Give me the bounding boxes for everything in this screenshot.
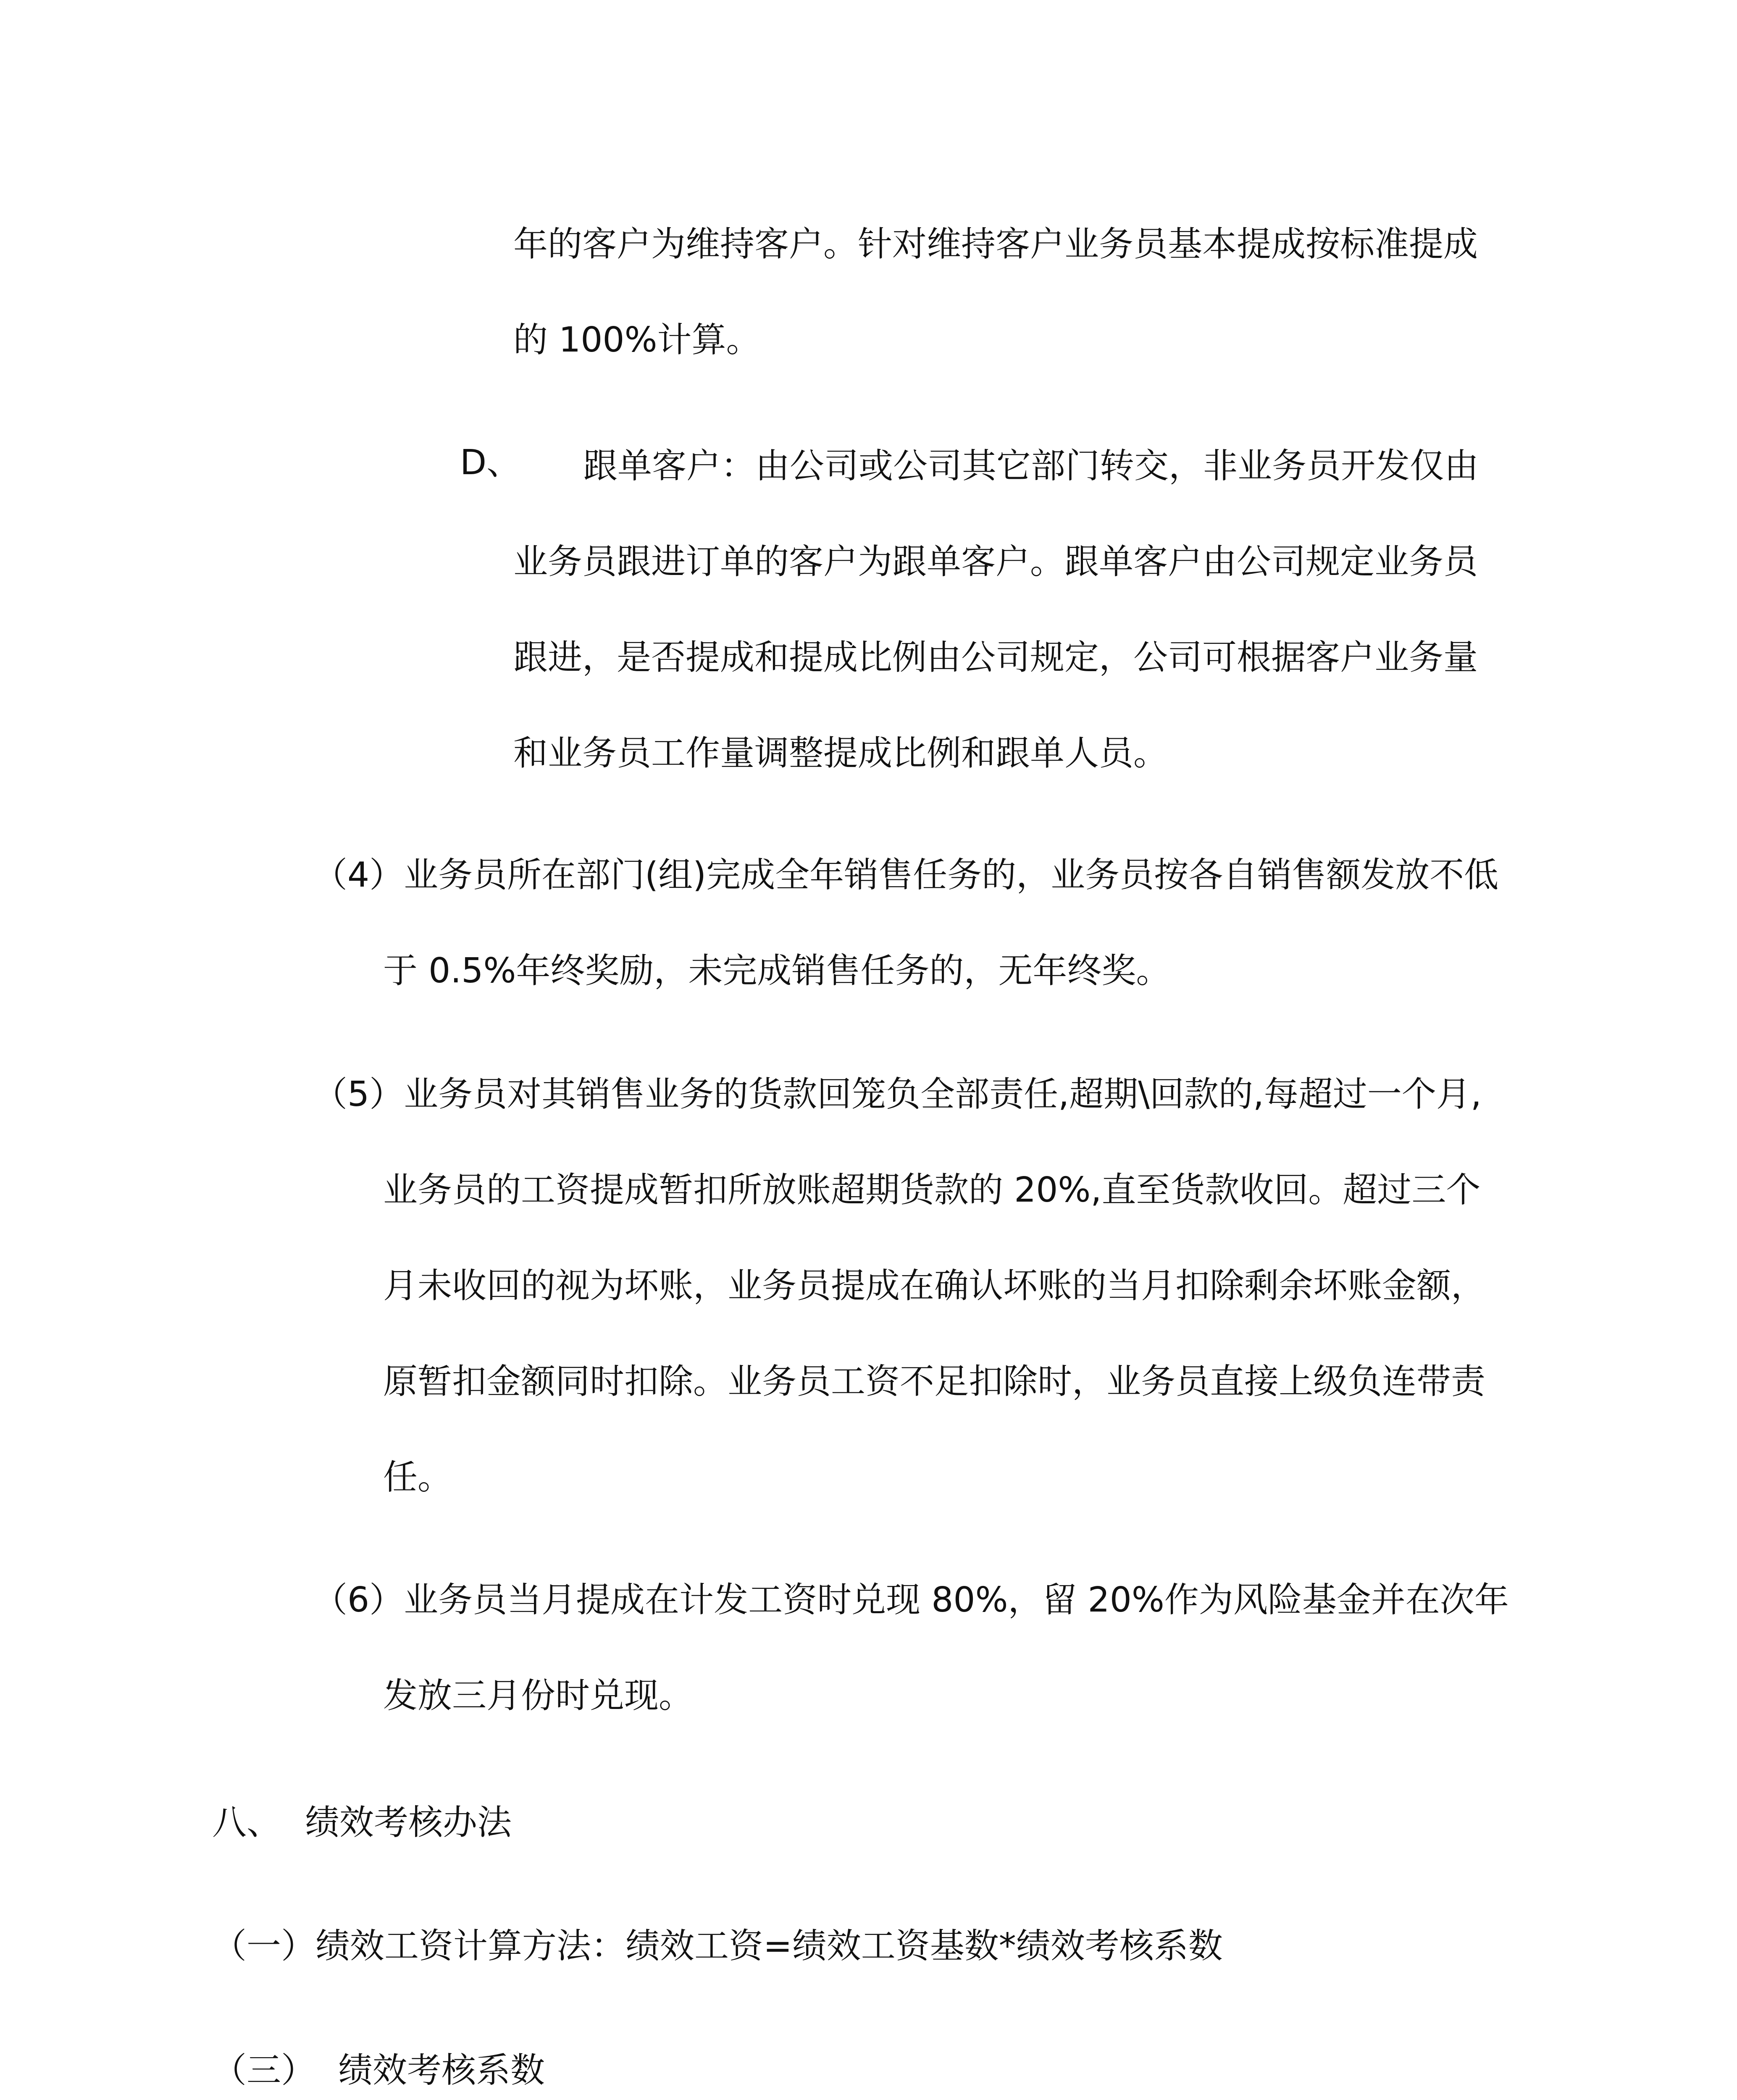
clause-d-line-1: 跟单客户：由公司或公司其它部门转交，非业务员开发仅由 [583, 446, 1479, 486]
item-4-line-1: （4）业务员所在部门(组)完成全年销售任务的，业务员按各自销售额发放不低 [313, 855, 1499, 895]
section-eight-marker: 八、 [212, 1803, 281, 1843]
clause-c-line-1: 年的客户为维持客户。针对维持客户业务员基本提成按标准提成 [513, 224, 1478, 264]
item-6-line-1: （6）业务员当月提成在计发工资时兑现 80%，留 20%作为风险基金并在次年 [313, 1580, 1509, 1620]
section-eight-title: 绩效考核办法 [305, 1803, 512, 1843]
subsection-three-title: 绩效考核系数 [338, 2050, 545, 2090]
item-5-line-1: （5）业务员对其销售业务的货款回笼负全部责任,超期\回款的,每超过一个月, [313, 1074, 1482, 1114]
clause-d-marker: D、 [460, 443, 521, 483]
subsection-three-marker: （三） [212, 2050, 316, 2090]
item-6-line-2: 发放三月份时兑现。 [383, 1676, 694, 1716]
subsection-one-heading: （一）绩效工资计算方法：绩效工资=绩效工资基数*绩效考核系数 [212, 1926, 1223, 1966]
item-5-line-2: 业务员的工资提成暂扣所放账超期货款的 20%,直至货款收回。超过三个 [383, 1170, 1481, 1210]
item-4-line-2: 于 0.5%年终奖励，未完成销售任务的，无年终奖。 [383, 951, 1171, 991]
clause-c-line-2: 的 100%计算。 [513, 320, 761, 360]
item-5-line-5: 任。 [383, 1457, 452, 1497]
item-5-line-3: 月未收回的视为坏账，业务员提成在确认坏账的当月扣除剩余坏账金额， [383, 1266, 1486, 1306]
clause-d-line-4: 和业务员工作量调整提成比例和跟单人员。 [513, 733, 1168, 773]
clause-d-line-3: 跟进，是否提成和提成比例由公司规定，公司可根据客户业务量 [513, 638, 1478, 677]
item-5-line-4: 原暂扣金额同时扣除。业务员工资不足扣除时，业务员直接上级负连带责 [383, 1362, 1486, 1402]
clause-d-line-2: 业务员跟进订单的客户为跟单客户。跟单客户由公司规定业务员 [513, 542, 1478, 582]
